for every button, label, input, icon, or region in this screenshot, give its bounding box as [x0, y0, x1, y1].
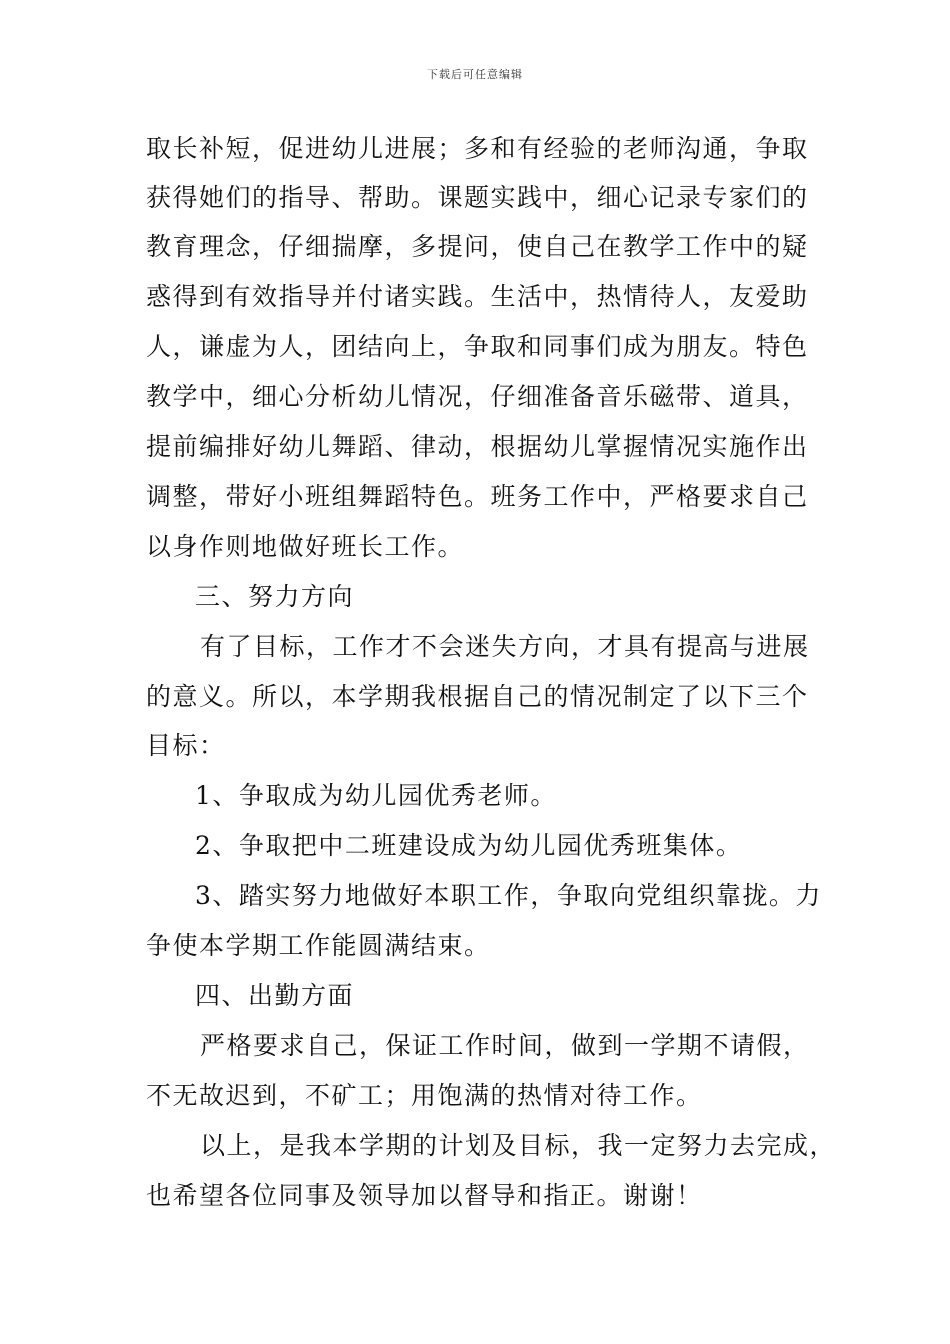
body-line: 争使本学期工作能圆满结束。 [146, 931, 491, 960]
body-line: 人，谦虚为人，团结向上，争取和同事们成为朋友。特色 [146, 332, 809, 361]
body-line: 获得她们的指导、帮助。课题实践中，细心记录专家们的 [146, 183, 809, 212]
body-line: 调整，带好小班组舞蹈特色。班务工作中，严格要求自己 [146, 482, 809, 511]
page-header: 下载后可任意编辑 [427, 68, 523, 81]
body-line: 严格要求自己，保证工作时间，做到一学期不请假， [200, 1031, 810, 1060]
body-line: 提前编排好幼儿舞蹈、律动，根据幼儿掌握情况实施作出 [146, 432, 809, 461]
list-item: 3、踏实努力地做好本职工作，争取向党组织靠拢。力 [195, 881, 822, 910]
body-line: 不无故迟到，不矿工；用饱满的热情对待工作。 [146, 1081, 703, 1110]
body-line: 教育理念，仔细揣摩，多提问，使自己在教学工作中的疑 [146, 232, 809, 261]
section-heading: 四、出勤方面 [195, 981, 355, 1010]
body-line: 以身作则地做好班长工作。 [146, 532, 465, 561]
list-item: 1、争取成为幼儿园优秀老师。 [195, 781, 557, 810]
list-item: 2、争取把中二班建设成为幼儿园优秀班集体。 [195, 831, 743, 860]
body-line: 目标： [146, 731, 226, 760]
section-heading: 三、努力方向 [195, 582, 355, 611]
body-line: 惑得到有效指导并付诸实践。生活中，热情待人，友爱助 [146, 282, 809, 311]
body-line: 以上，是我本学期的计划及目标，我一定努力去完成， [200, 1131, 837, 1160]
body-line: 取长补短，促进幼儿进展；多和有经验的老师沟通，争取 [146, 134, 809, 163]
body-line: 也希望各位同事及领导加以督导和指正。谢谢！ [146, 1181, 703, 1210]
body-line: 教学中，细心分析幼儿情况，仔细准备音乐磁带、道具， [146, 382, 809, 411]
body-line: 有了目标，工作才不会迷失方向，才具有提高与进展 [200, 632, 810, 661]
body-line: 的意义。所以，本学期我根据自己的情况制定了以下三个 [146, 682, 809, 711]
